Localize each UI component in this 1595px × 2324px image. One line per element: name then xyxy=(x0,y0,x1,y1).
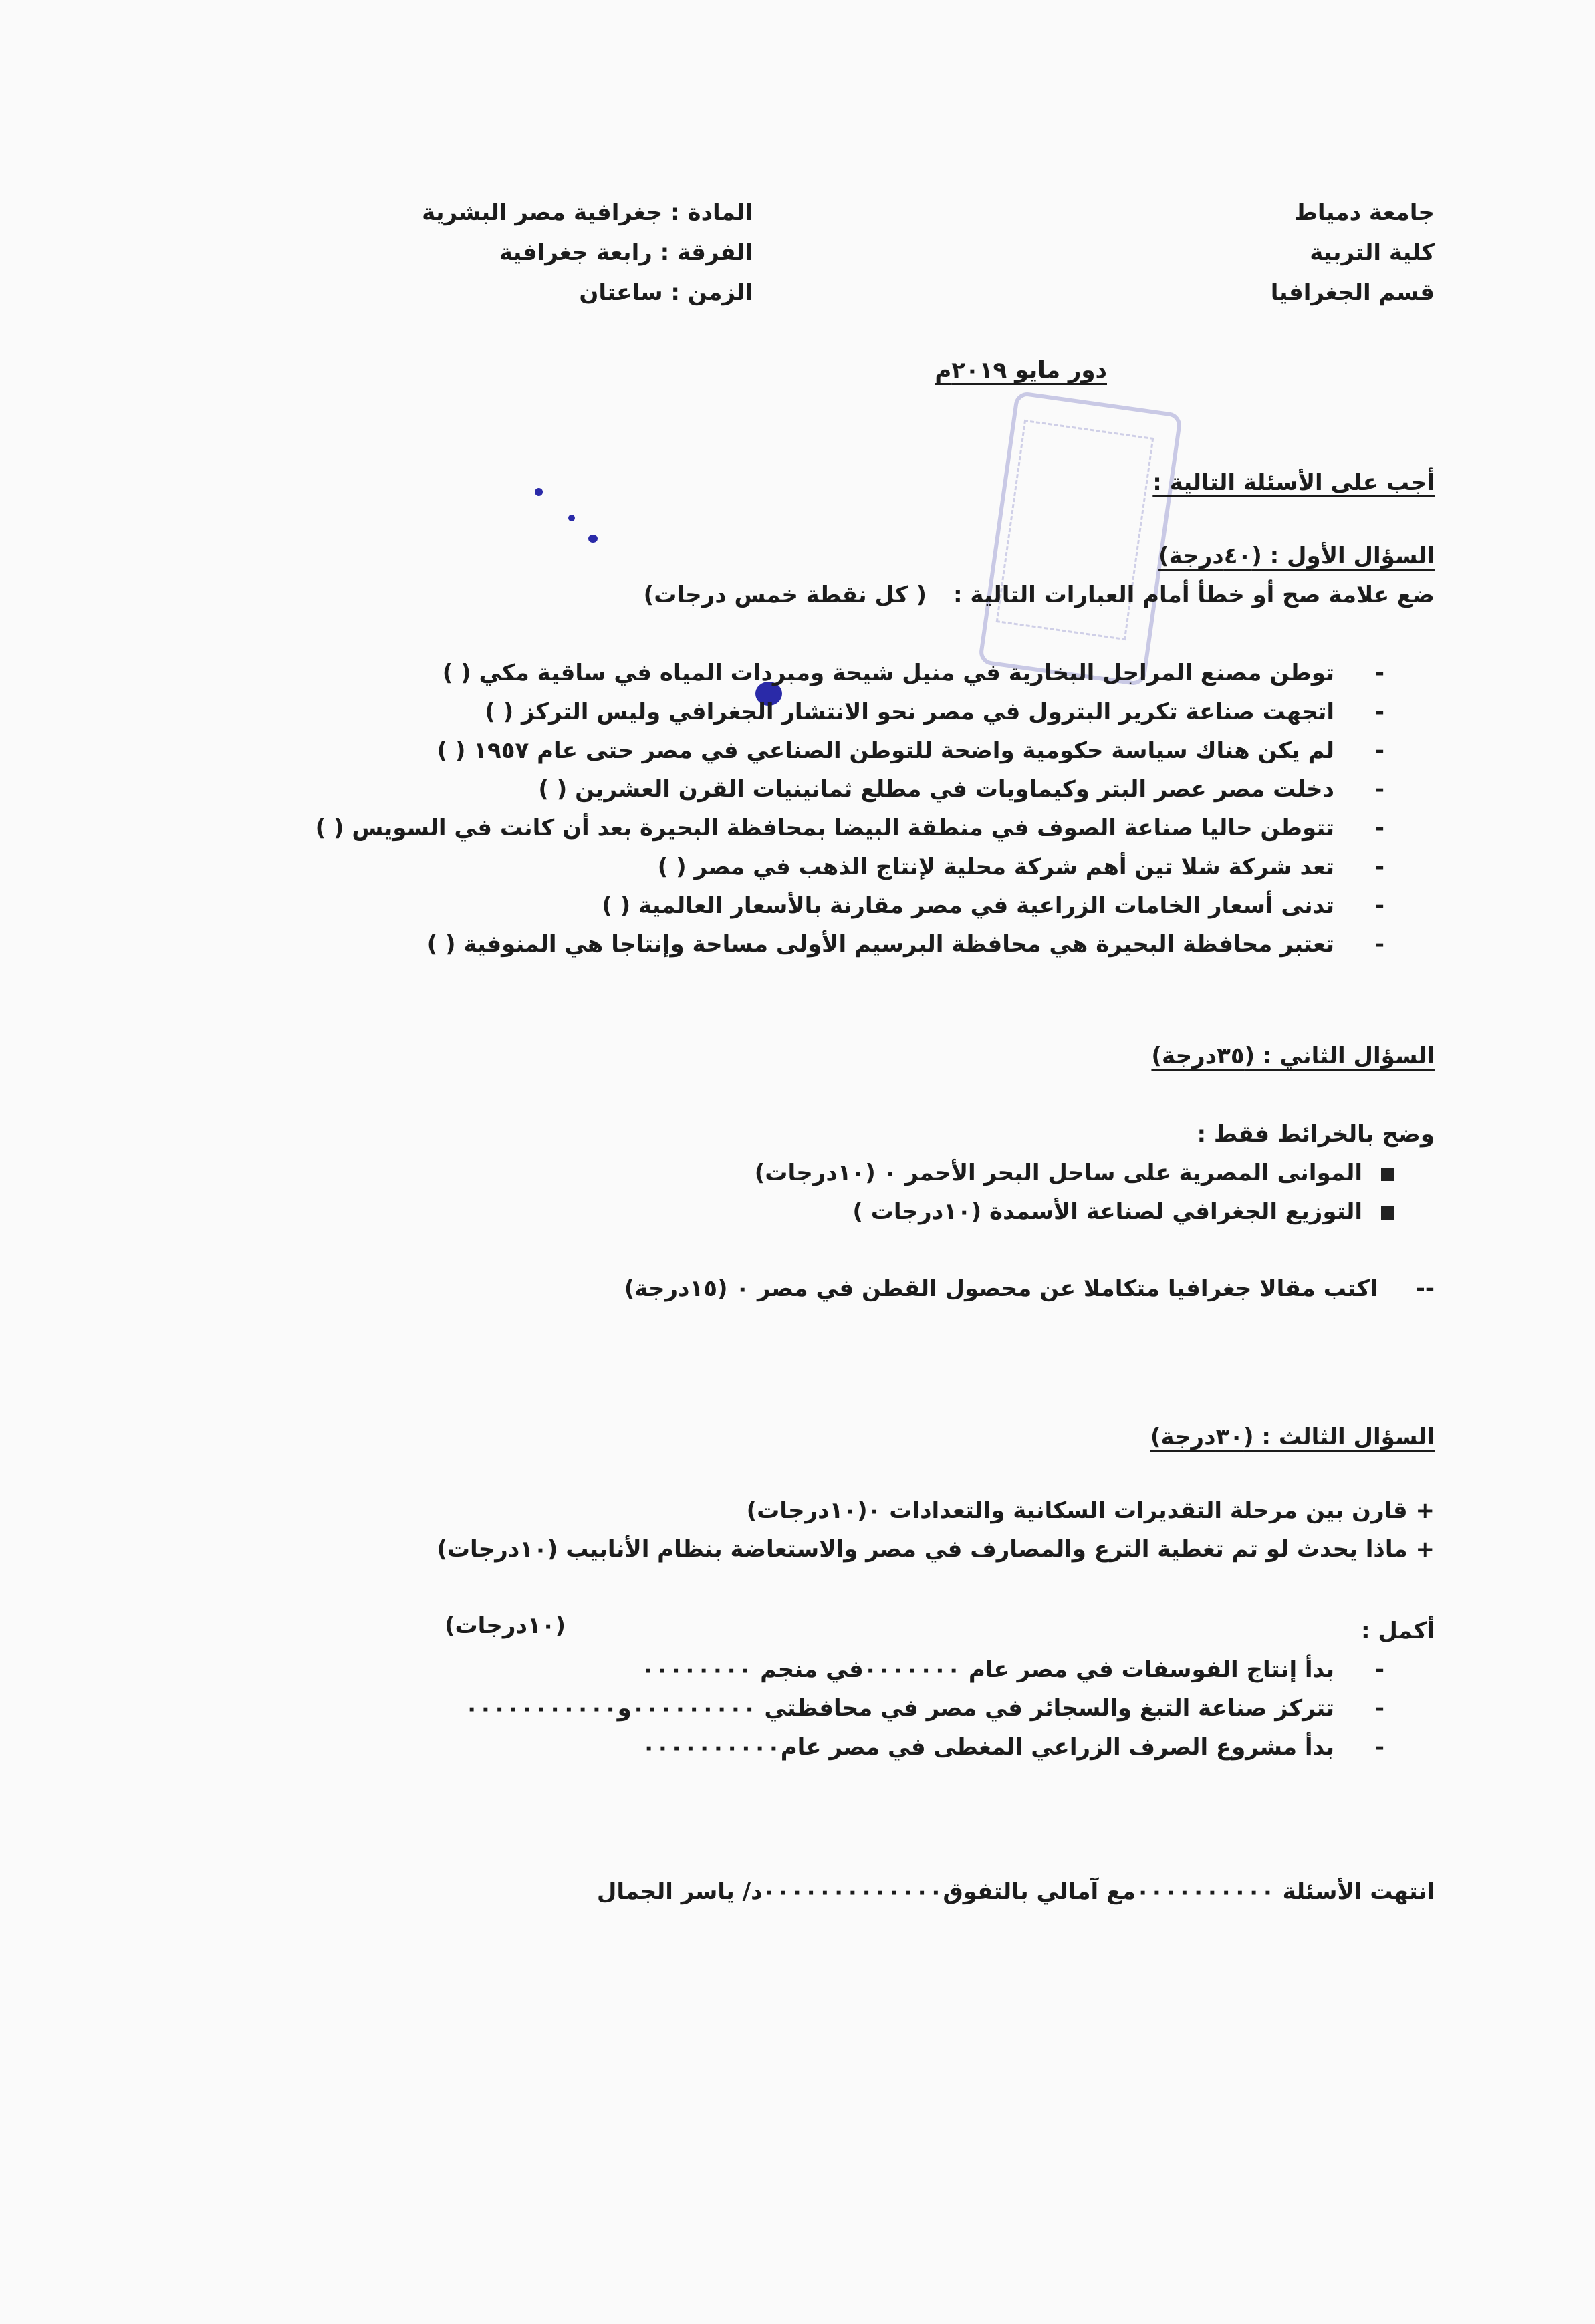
q1-item: - تعتبر محافظة البحيرة هي محافظة البرسيم الأولى مساحة وإنتاجا هي المنوفية ( ) xyxy=(427,930,1334,959)
ink-dot xyxy=(535,488,543,496)
duration-line: الزمن : ساعتان xyxy=(579,279,753,306)
ink-dot xyxy=(588,535,598,543)
footer-closing: انتهت الأسئلة ٠٠٠٠٠٠٠٠٠٠مع آمالي بالتفوق٠٠٠٠٠٠٠٠٠٠٠٠٠د/ ياسر الجمال xyxy=(596,1878,1435,1905)
q1-item: - تعد شركة شلا تين أهم شركة محلية لإنتاج الذهب في مصر ( ) xyxy=(658,852,1334,882)
q2-map-item xyxy=(755,1158,1394,1188)
complete-points: (١٠درجات) xyxy=(444,1612,566,1639)
q3-title: السؤال الثالث : (٣٠درجة) xyxy=(1150,1424,1435,1450)
q1-item: - تدنى أسعار الخامات الزراعية في مصر مقارنة بالأسعار العالمية ( ) xyxy=(602,891,1334,920)
university-name: جامعة دمياط xyxy=(1294,199,1435,226)
q3-item: + قارن بين مرحلة التقديرات السكانية والتعدادات ٠(١٠درجات) xyxy=(746,1497,1435,1524)
ink-dot xyxy=(568,515,575,521)
complete-item: - تتركز صناعة التبغ والسجائر في مصر في محافظتي ٠٠٠٠٠٠٠٠٠و٠٠٠٠٠٠٠٠٠٠٠ xyxy=(465,1694,1334,1723)
q3-item: + ماذا يحدث لو تم تغطية الترع والمصارف في مصر والاستعاضة بنظام الأنابيب (١٠درجات) xyxy=(437,1536,1435,1563)
q1-item: - اتجهت صناعة تكرير البترول في مصر نحو الانتشار الجغرافي وليس التركز ( ) xyxy=(485,697,1334,727)
q2-map-text: التوزيع الجغرافي لصناعة الأسمدة (١٠درجات ) xyxy=(852,1198,1362,1225)
q1-item: - تتوطن حاليا صناعة الصوف في منطقة البيضا بمحافظة البحيرة بعد أن كانت في السويس ( ) xyxy=(316,813,1334,843)
q1-item: - توطن مصنع المراجل البخارية في منيل شيحة ومبردات المياه في ساقية مكي ( ) xyxy=(443,658,1334,688)
square-bullet-icon xyxy=(1381,1168,1394,1181)
q2-maps-prompt: وضح بالخرائط فقط : xyxy=(1197,1121,1435,1148)
square-bullet-icon xyxy=(1381,1206,1394,1220)
q1-item: - دخلت مصر عصر البتر وكيماويات في مطلع ثمانينيات القرن العشرين ( ) xyxy=(538,775,1334,804)
q1-points-note: ( كل نقطة خمس درجات) xyxy=(643,582,927,608)
subject-line: المادة : جغرافية مصر البشرية xyxy=(422,199,753,226)
q1-item: - لم يكن هناك سياسة حكومية واضحة للتوطن الصناعي في مصر حتى عام ١٩٥٧ ( ) xyxy=(437,736,1334,765)
faculty-name: كلية التربية xyxy=(1310,239,1435,266)
q1-prompt: ضع علامة صح أو خطأ أمام العبارات التالية : xyxy=(953,582,1435,608)
complete-item: - بدأ إنتاج الفوسفات في مصر عام ٠٠٠٠٠٠٠في منجم ٠٠٠٠٠٠٠٠ xyxy=(641,1655,1334,1684)
q2-title: السؤال الثاني : (٣٥درجة) xyxy=(1151,1043,1435,1069)
instructions: أجب على الأسئلة التالية : xyxy=(1152,469,1435,496)
complete-label: أكمل : xyxy=(1360,1618,1435,1644)
q2-map-item xyxy=(852,1197,1394,1226)
department-name: قسم الجغرافيا xyxy=(1270,279,1435,306)
q2-map-text: الموانى المصرية على ساحل البحر الأحمر ٠ (١٠درجات) xyxy=(754,1160,1362,1186)
complete-item: - بدأ مشروع الصرف الزراعي المغطى في مصر عام٠٠٠٠٠٠٠٠٠٠ xyxy=(642,1732,1334,1762)
level-line: الفرقة : رابعة جغرافية xyxy=(499,239,753,266)
q2-essay-marker: -- xyxy=(1415,1275,1435,1302)
session-title: دور مايو ٢٠١٩م xyxy=(935,357,1107,384)
q2-essay: اكتب مقالا جغرافيا متكاملا عن محصول القطن في مصر ٠ (١٥درجة) xyxy=(624,1275,1378,1302)
q1-title: السؤال الأول : (٤٠درجة) xyxy=(1158,543,1435,569)
